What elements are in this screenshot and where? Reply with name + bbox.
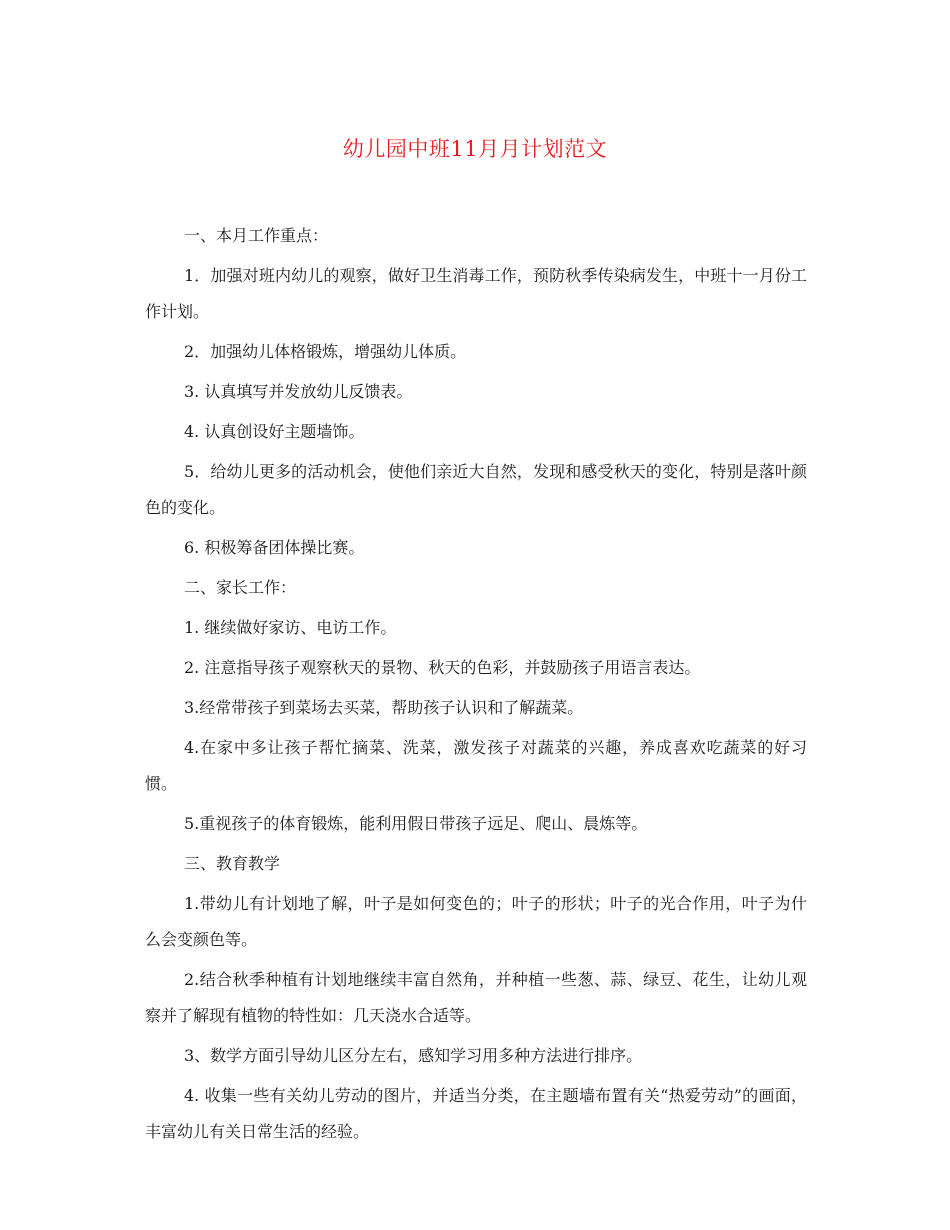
paragraph: 6. 积极筹备团体操比赛。 [184,538,365,557]
paragraph: 4. 收集一些有关幼儿劳动的图片，并适当分类，在主题墙布置有关“热爱劳动”的画面，丰富幼儿有关日常生活的经验。 [145,1086,807,1141]
section-heading-work-focus: 一、本月工作重点： [184,226,329,245]
paragraph: 2.结合秋季种植有计划地继续丰富自然角，并种植一些葱、蒜、绿豆、花生，让幼儿观察并了解现有植物的特性如：几天浇水合适等。 [145,970,807,1025]
paragraph: 3、数学方面引导幼儿区分左右，感知学习用多种方法进行排序。 [184,1046,643,1065]
section-heading-teaching: 三、教育教学 [184,854,281,873]
paragraph: 2. 注意指导孩子观察秋天的景物、秋天的色彩，并鼓励孩子用语言表达。 [184,658,701,677]
paragraph: 4.在家中多让孩子帮忙摘菜、洗菜，激发孩子对蔬菜的兴趣，养成喜欢吃蔬菜的好习惯。 [145,738,807,793]
paragraph: 1. 继续做好家访、电访工作。 [184,618,397,637]
paragraph: 2．加强幼儿体格锻炼，增强幼儿体质。 [184,342,467,361]
section-heading-parents: 二、家长工作： [184,578,297,597]
paragraph: 3.经常带孩子到菜场去买菜，帮助孩子认识和了解蔬菜。 [184,698,584,717]
document-body [145,218,807,1154]
paragraph: 1.带幼儿有计划地了解，叶子是如何变色的；叶子的形状；叶子的光合作用，叶子为什么会变颜色等。 [145,894,807,949]
paragraph: 4. 认真创设好主题墙饰。 [184,422,365,441]
paragraph: 1．加强对班内幼儿的观察，做好卫生消毒工作，预防秋季传染病发生，中班十一月份工作计划。 [145,266,807,321]
paragraph: 3. 认真填写并发放幼儿反馈表。 [184,382,413,401]
paragraph: 5.重视孩子的体育锻炼，能利用假日带孩子远足、爬山、晨炼等。 [184,814,648,833]
paragraph: 5．给幼儿更多的活动机会，使他们亲近大自然，发现和感受秋天的变化，特别是落叶颜色的变化。 [145,462,807,517]
document-title: 幼儿园中班11月月计划范文 [342,137,608,161]
